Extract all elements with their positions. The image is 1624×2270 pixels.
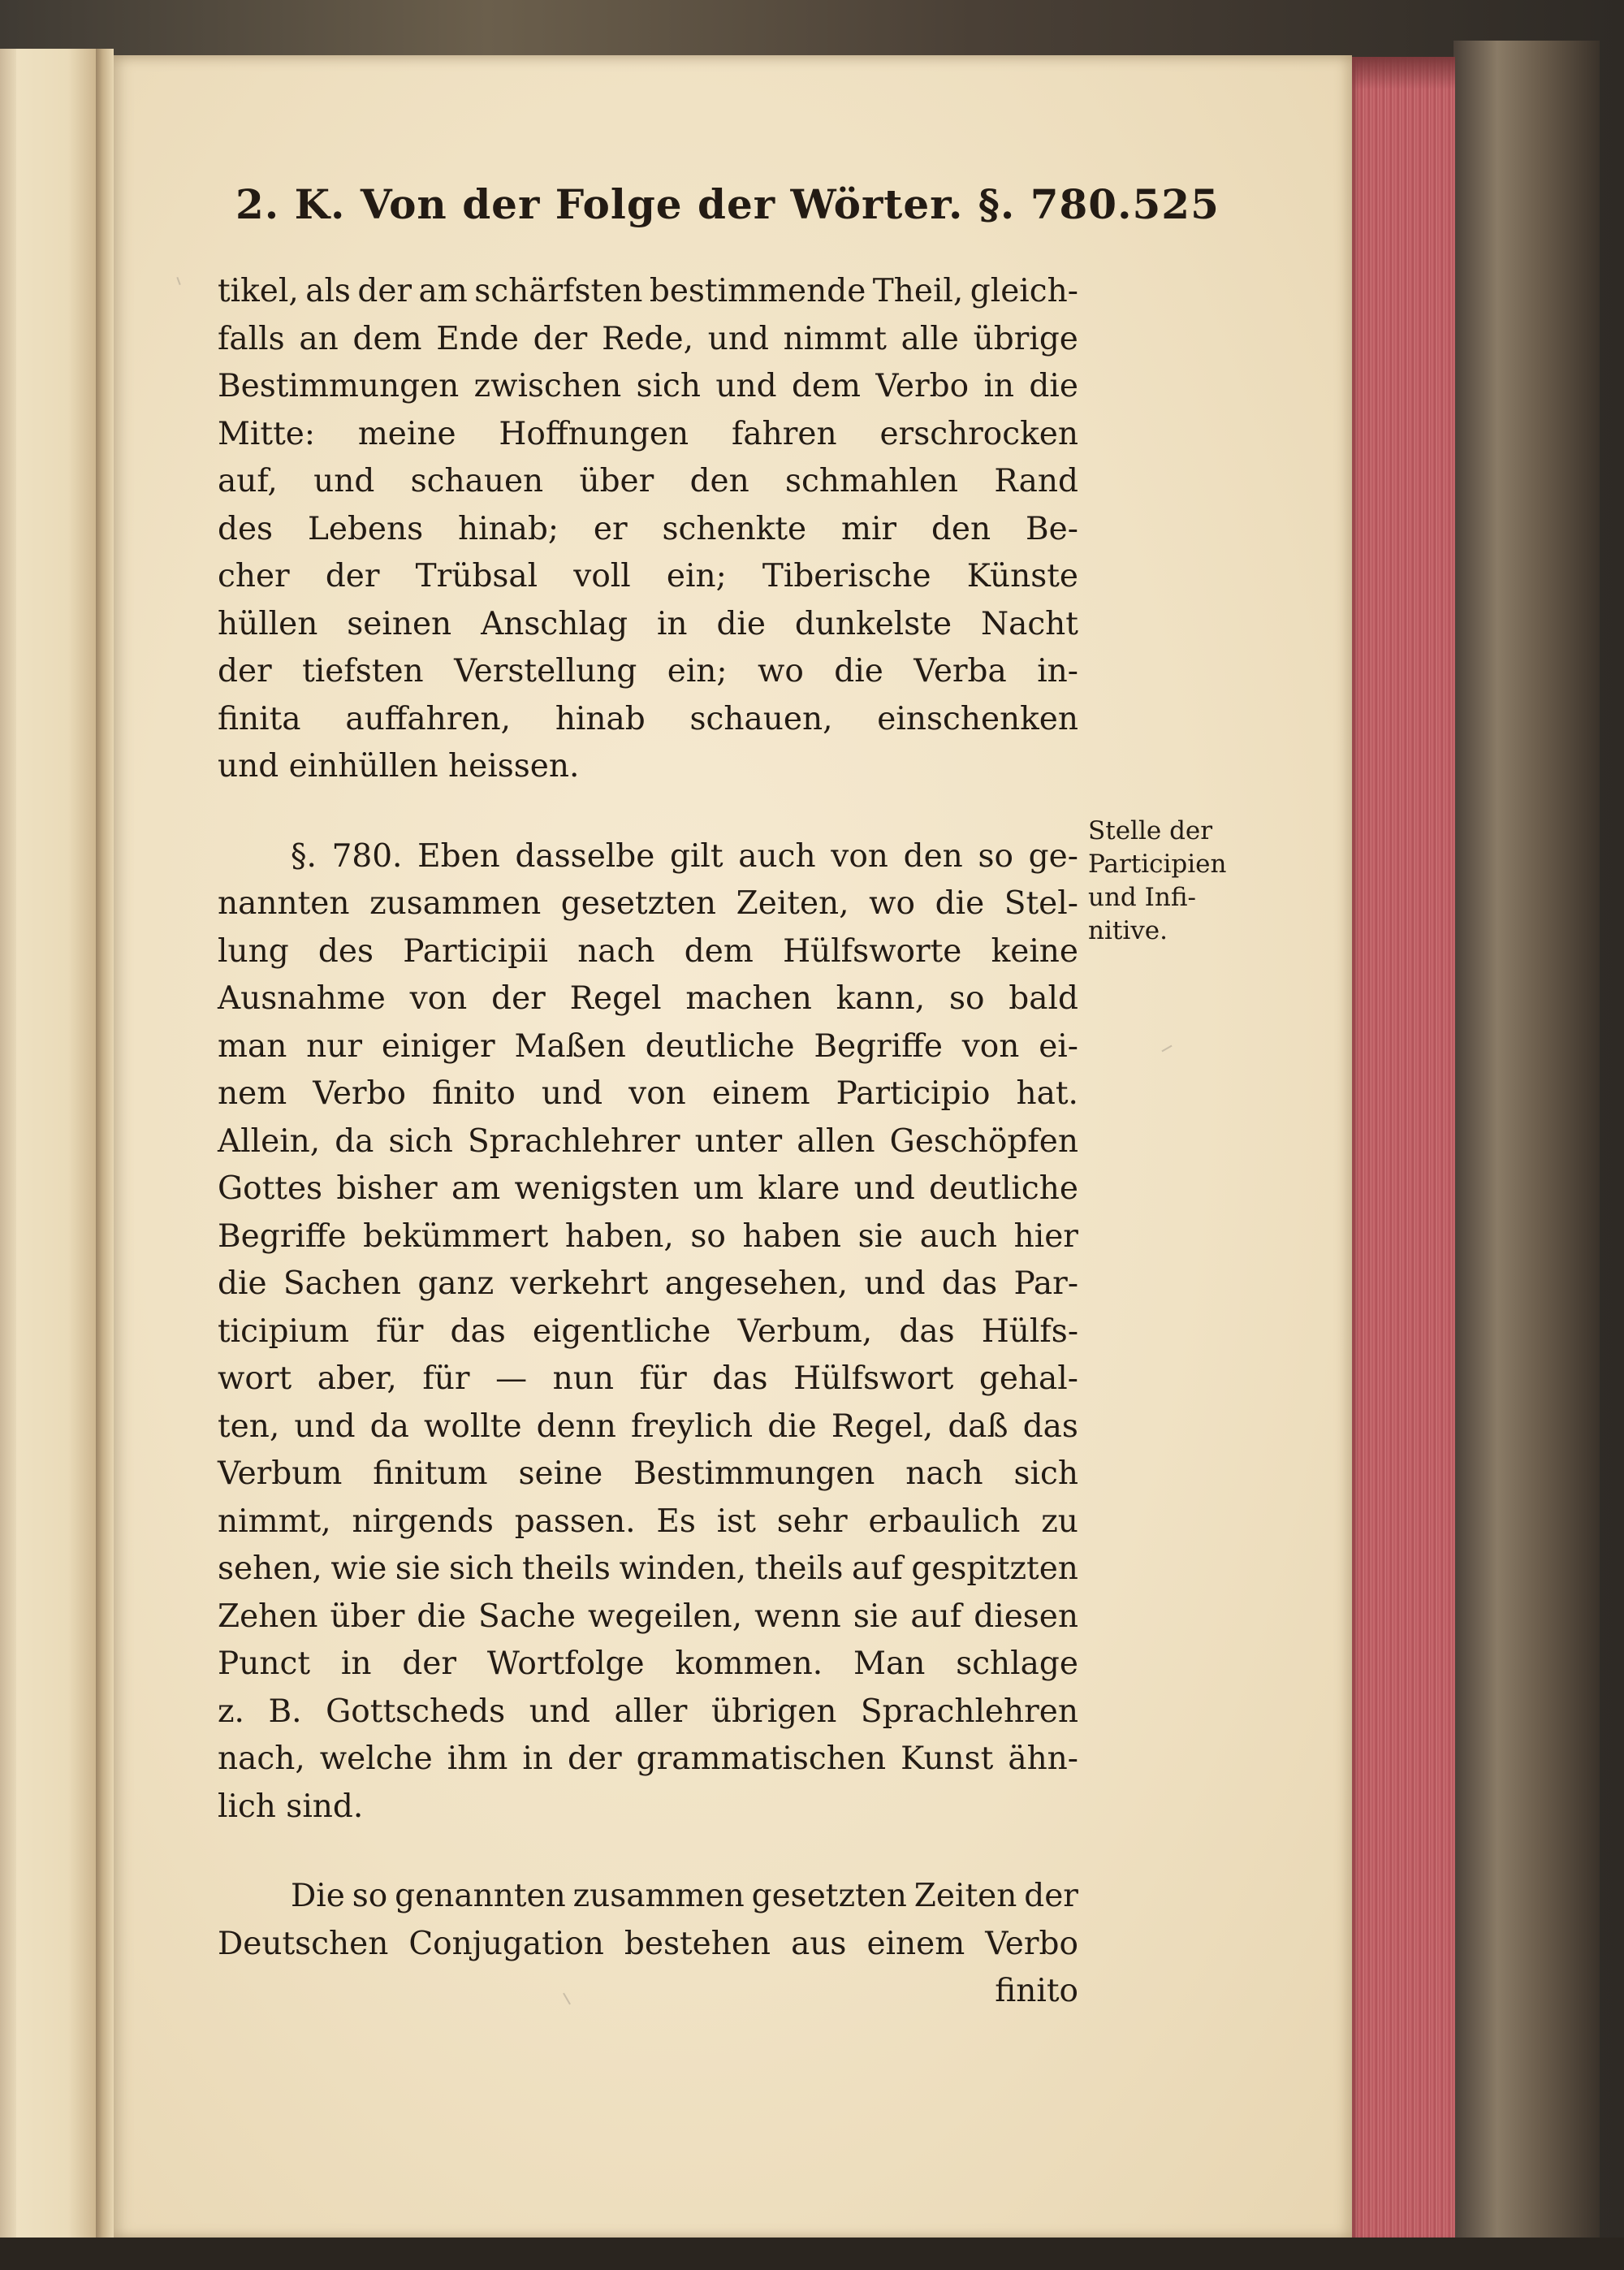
text-line: die Sachen ganz verkehrt angesehen, und das Par- <box>218 1265 1078 1302</box>
text-line: Gottes bisher am wenigsten um klare und deutliche <box>218 1170 1078 1207</box>
text-line: und einhüllen heissen. <box>218 748 580 785</box>
text-line: finita auffahren, hinab schauen, einschenken <box>218 700 1078 737</box>
text-line: auf, und schauen über den schmahlen Rand <box>218 463 1078 499</box>
paragraph-3 <box>218 1873 1078 2016</box>
margin-note-line: Participien <box>1088 850 1227 879</box>
text-line: lich sind. <box>218 1788 364 1825</box>
text-line: Begriffe bekümmert haben, so haben sie auch hier <box>218 1217 1078 1255</box>
text-line: tikel, als der am schärfsten bestimmende Theil, gleich- <box>218 273 1078 309</box>
text-line: hüllen seinen Anschlag in die dunkelste Nacht <box>218 605 1078 642</box>
margin-note-line: Stelle der <box>1088 816 1213 845</box>
book-gutter <box>96 49 114 2242</box>
margin-note-line: nitive. <box>1088 916 1168 945</box>
running-head-title: 2. K. Von der Folge der Wörter. §. 780. <box>235 180 1133 228</box>
text-line: nannten zusammen gesetzten Zeiten, wo die Stel- <box>218 885 1078 922</box>
text-line: ten, und da wollte denn freylich die Regel, daß das <box>218 1407 1078 1445</box>
page-number: 525 <box>1132 180 1220 228</box>
text-line: cher der Trübsal voll ein; Tiberische Künste <box>218 558 1078 595</box>
book-cover-board <box>1453 41 1600 2270</box>
margin-note <box>1088 815 1227 948</box>
text-line: Zehen über die Sache wegeilen, wenn sie auf diesen <box>218 1598 1078 1635</box>
paragraph-gap <box>218 791 1078 833</box>
text-line: Mitte: meine Hoffnungen fahren erschrocken <box>218 415 1078 452</box>
text-line: Die so genannten zusammen gesetzten Zeiten der <box>291 1878 1078 1914</box>
margin-note-line: und Infi- <box>1088 883 1196 912</box>
text-line: man nur einiger Maßen deutliche Begriffe von ei- <box>218 1027 1078 1065</box>
text-line: §. 780. Eben dasselbe gilt auch von den so ge- <box>291 837 1078 875</box>
paragraph-1 <box>218 268 1078 791</box>
page-edges-shadow <box>1350 57 1455 89</box>
text-line: Deutschen Conjugation bestehen aus einem Verbo <box>218 1925 1078 1962</box>
text-line: lung des Participii nach dem Hülfsworte keine <box>218 932 1078 970</box>
text-line: ticipium für das eigentliche Verbum, das Hülfs- <box>218 1312 1078 1350</box>
paragraph-gap <box>218 1831 1078 1873</box>
text-line: Ausnahme von der Regel machen kann, so bald <box>218 980 1078 1017</box>
paragraph-2 <box>218 833 1078 1831</box>
text-line: Verbum finitum seine Bestimmungen nach sich <box>218 1455 1078 1492</box>
left-page-edge <box>0 49 16 2242</box>
red-page-edges <box>1350 57 1455 2242</box>
text-line: der tiefsten Verstellung ein; wo die Verba in- <box>218 653 1078 690</box>
text-line: Punct in der Wortfolge kommen. Man schlage <box>218 1645 1078 1682</box>
running-head <box>235 180 1220 228</box>
text-line: sehen, wie sie sich theils winden, theils auf gespitzten <box>218 1550 1078 1587</box>
text-line: nem Verbo finito und von einem Participio hat. <box>218 1075 1078 1112</box>
text-line: Bestimmungen zwischen sich und dem Verbo in die <box>218 368 1078 404</box>
text-line: z. B. Gottscheds und aller übrigen Sprachlehren <box>218 1693 1078 1730</box>
text-line: nimmt, nirgends passen. Es ist sehr erbaulich zu <box>218 1503 1078 1540</box>
text-line: Allein, da sich Sprachlehrer unter allen Geschöpfen <box>218 1122 1078 1160</box>
text-line: falls an dem Ende der Rede, und nimmt alle übrige <box>218 320 1078 357</box>
catchword: finito <box>995 1973 1078 2009</box>
bottom-shadow <box>0 2238 1624 2270</box>
text-line: des Lebens hinab; er schenkte mir den Be- <box>218 510 1078 547</box>
text-line: nach, welche ihm in der grammatischen Kunst ähn- <box>218 1740 1078 1777</box>
text-line: wort aber, für — nun für das Hülfswort gehal- <box>218 1360 1078 1397</box>
body-text <box>218 268 1078 2016</box>
